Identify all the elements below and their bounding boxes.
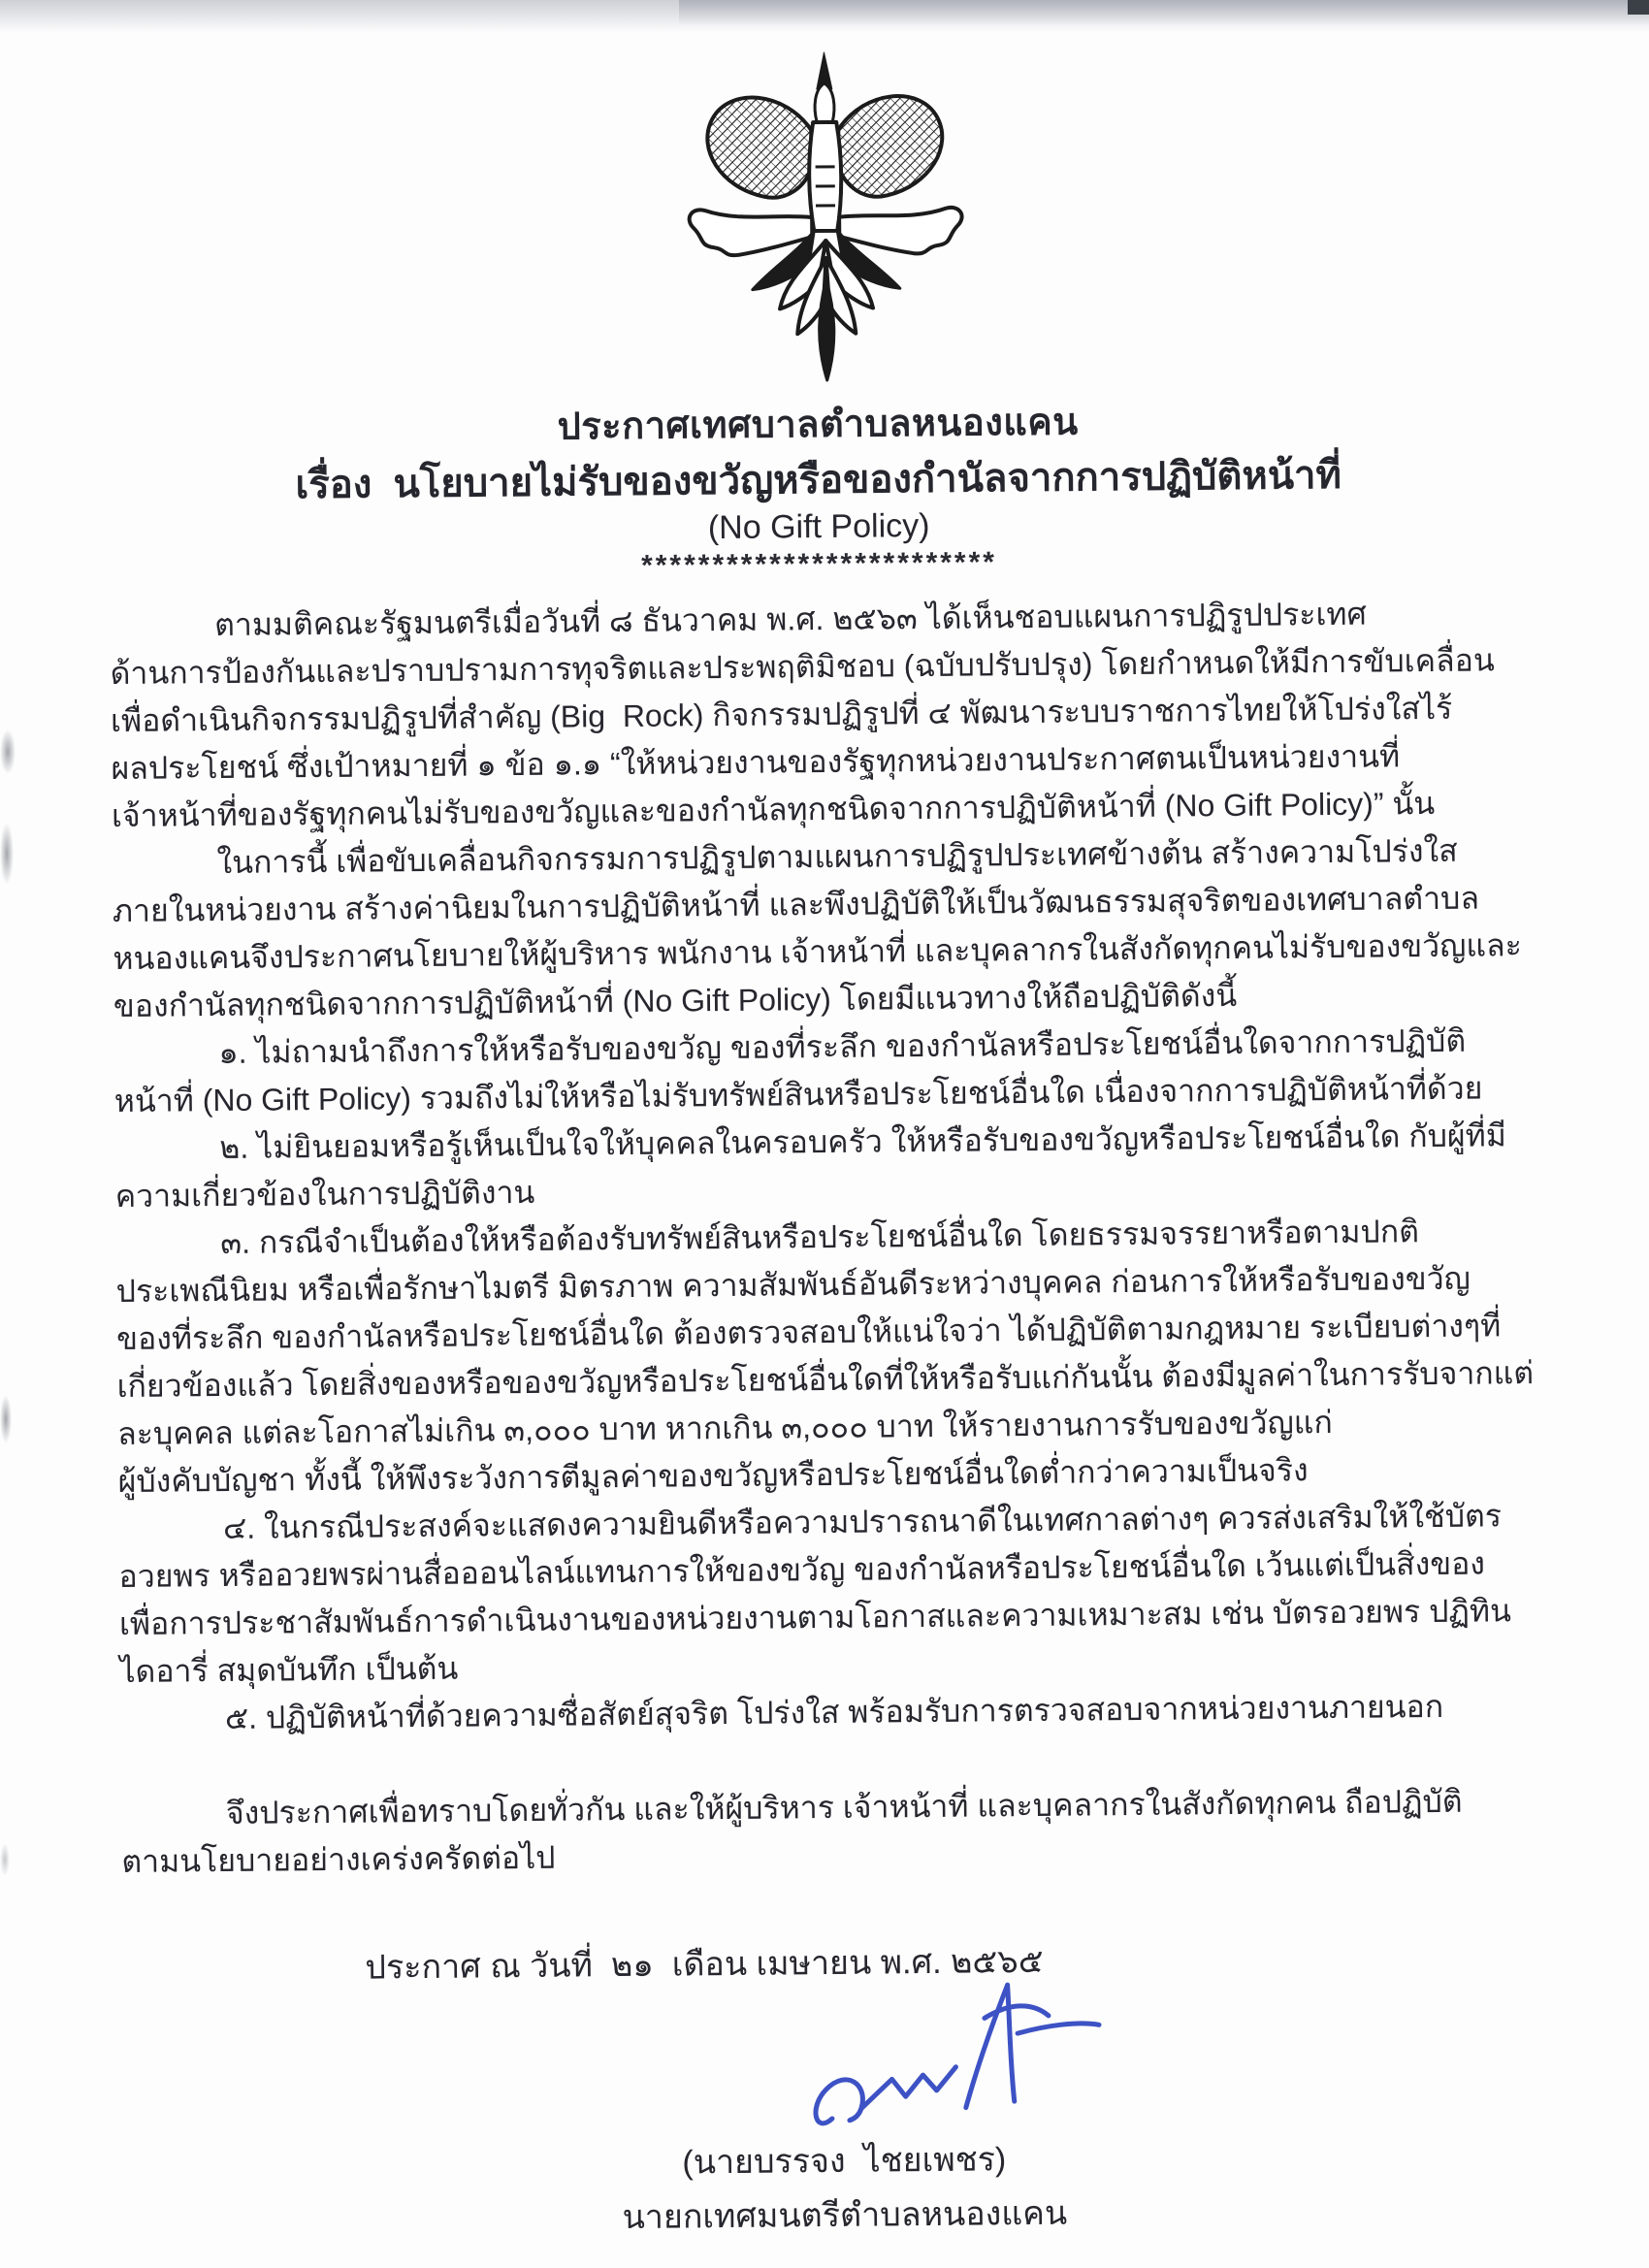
announcement-date: ประกาศ ณ วันที่ ๒๑ เดือน เมษายน พ.ศ. ๒๕๖๕ <box>365 1942 1044 1987</box>
body-line: ผู้บังคับบัญชา ทั้งนี้ ให้พึงระวังการตีมูลค่าของขวัญหรือประโยชน์อื่นใดต่ำกว่าความเป็นจริง <box>117 1452 1309 1500</box>
body-line: ไดอารี่ สมุดบันทึก เป็นต้น <box>119 1650 459 1689</box>
signature-ink <box>802 1972 1115 2140</box>
asterisk-divider: ************************* <box>640 546 998 582</box>
body-line: หน้าที่ (No Gift Policy) รวมถึงไม่ให้หรือไม่รับทรัพย์สินหรือประโยชน์อื่นใด เนื่องจากการปฏิบัติหน้าที่ด้วย <box>113 1070 1483 1119</box>
body-line-item-4: ๔. ในกรณีประสงค์จะแสดงความยินดีหรือความปรารถนาดีในเทศกาลต่างๆ ควรส่งเสริมให้ใช้บัตร <box>222 1498 1503 1545</box>
body-line: อวยพร หรืออวยพรผ่านสื่อออนไลน์แทนการให้ของขวัญ ของกำนัลหรือประโยชน์อื่นใด เว้นแต่เป็นสิ่งของ <box>118 1545 1486 1595</box>
body-line: เพื่อการประชาสัมพันธ์การดำเนินงานของหน่วยงานตามโอกาสและความเหมาะสม เช่น บัตรอวยพร ปฏิทิน <box>118 1593 1512 1642</box>
policy-english-label: (No Gift Policy) <box>707 506 930 547</box>
body-line: ของที่ระลึก ของกำนัลหรือประโยชน์อื่นใด ต้องตรวจสอบให้แน่ใจว่า ได้ปฏิบัติตามกฎหมาย ระเบียบต่างๆที่ <box>116 1308 1502 1357</box>
body-line: ของกำนัลทุกชนิดจากการปฏิบัติหน้าที่ (No Gift Policy) โดยมีแนวทางให้ถือปฏิบัติดังนี้ <box>113 977 1238 1024</box>
body-line-closing: จึงประกาศเพื่อทราบโดยทั่วกัน และให้ผู้บริหาร เจ้าหน้าที่ และบุคลากรในสังกัดทุกคน ถือปฏิบัติ <box>225 1783 1463 1831</box>
document-subject: เรื่อง นโยบายไม่รับของขวัญหรือของกำนัลจากการปฏิบัติหน้าที่ <box>295 453 1342 507</box>
body-line: ตามมติคณะรัฐมนตรีเมื่อวันที่ ๘ ธันวาคม พ.ศ. ๒๕๖๓ ได้เห็นชอบแผนการปฏิรูปประเทศ <box>213 596 1368 643</box>
body-line: เจ้าหน้าที่ของรัฐทุกคนไม่รับของขวัญและของกำนัลทุกชนิดจากการปฏิบัติหน้าที่ (No Gift Policy)” นั้น <box>111 785 1436 834</box>
body-line: ละบุคคล แต่ละโอกาสไม่เกิน ๓,๐๐๐ บาท หากเกิน ๓,๐๐๐ บาท ให้รายงานการรับของขวัญแก่ <box>116 1404 1333 1452</box>
body-line-closing: ตามนโยบายอย่างเคร่งครัดต่อไป <box>121 1839 556 1879</box>
signatory-position: นายกเทศมนตรีตำบลหนองแคน <box>622 2194 1068 2237</box>
body-line-item-3: ๓. กรณีจำเป็นต้องให้หรือต้องรับทรัพย์สินหรือประโยชน์อื่นใด โดยธรรมจรรยาหรือตามปกติ <box>220 1214 1420 1260</box>
body-line: ประเพณีนิยม หรือเพื่อรักษาไมตรี มิตรภาพ ความสัมพันธ์อันดีระหว่างบุคคล ก่อนการให้หรือรับของขวัญ <box>115 1260 1471 1310</box>
body-line: เกี่ยวข้องแล้ว โดยสิ่งของหรือของขวัญหรือประโยชน์อื่นใดที่ให้หรือรับแก่กันนั้น ต้องมีมูลค่าในการรับจากแต่ <box>116 1354 1535 1405</box>
document-title: ประกาศเทศบาลตำบลหนองแคน <box>557 402 1079 448</box>
body-line: หนองแคนจึงประกาศนโยบายให้ผู้บริหาร พนักงาน เจ้าหน้าที่ และบุคลากรในสังกัดทุกคนไม่รับของขวัญและ <box>113 927 1522 977</box>
garuda-emblem-icon <box>668 49 982 391</box>
body-line: ภายในหน่วยงาน สร้างค่านิยมในการปฏิบัติหน้าที่ และพึงปฏิบัติให้เป็นวัฒนธรรมสุจริตของเทศบาลตำบล <box>112 880 1480 929</box>
signatory-name: (นายบรรจง ไชยเพชร) <box>682 2141 1007 2182</box>
body-line-item-2: ๒. ไม่ยินยอมหรือรู้เห็นเป็นใจให้บุคคลในครอบครัว ให้หรือรับของขวัญหรือประโยชน์อื่นใด กับผู้ที่มี <box>219 1118 1507 1165</box>
body-line: ความเกี่ยวข้องในการปฏิบัติงาน <box>114 1174 535 1215</box>
body-line-item-1: ๑. ไม่ถามนำถึงการให้หรือรับของขวัญ ของที่ระลึก ของกำนัลหรือประโยชน์อื่นใดจากการปฏิบัติ <box>218 1022 1467 1070</box>
document-body <box>110 589 1548 1886</box>
body-line: ด้านการป้องกันและปราบปรามการทุจริตและประพฤติมิชอบ (ฉบับปรับปรุง) โดยกำหนดให้มีการขับเคลื่อน <box>110 642 1495 692</box>
body-line-item-5: ๕. ปฏิบัติหน้าที่ด้วยความซื่อสัตย์สุจริต โปร่งใส พร้อมรับการตรวจสอบจากหน่วยงานภายนอก <box>224 1688 1444 1735</box>
body-line: เพื่อดำเนินกิจกรรมปฏิรูปที่สำคัญ (Big Rock) กิจกรรมปฏิรูปที่ ๔ พัฒนาระบบราชการไทยให้โปร่งใสไร้ <box>110 690 1453 739</box>
body-line: ในการนี้ เพื่อขับเคลื่อนกิจกรรมการปฏิรูปตามแผนการปฏิรูปประเทศข้างต้น สร้างความโปร่งใส <box>216 832 1458 881</box>
body-line: ผลประโยชน์ ซึ่งเป้าหมายที่ ๑ ข้อ ๑.๑ “ให้หน่วยงานของรัฐทุกหน่วยงานประกาศตนเป็นหน่วยงานที่ <box>111 738 1401 787</box>
